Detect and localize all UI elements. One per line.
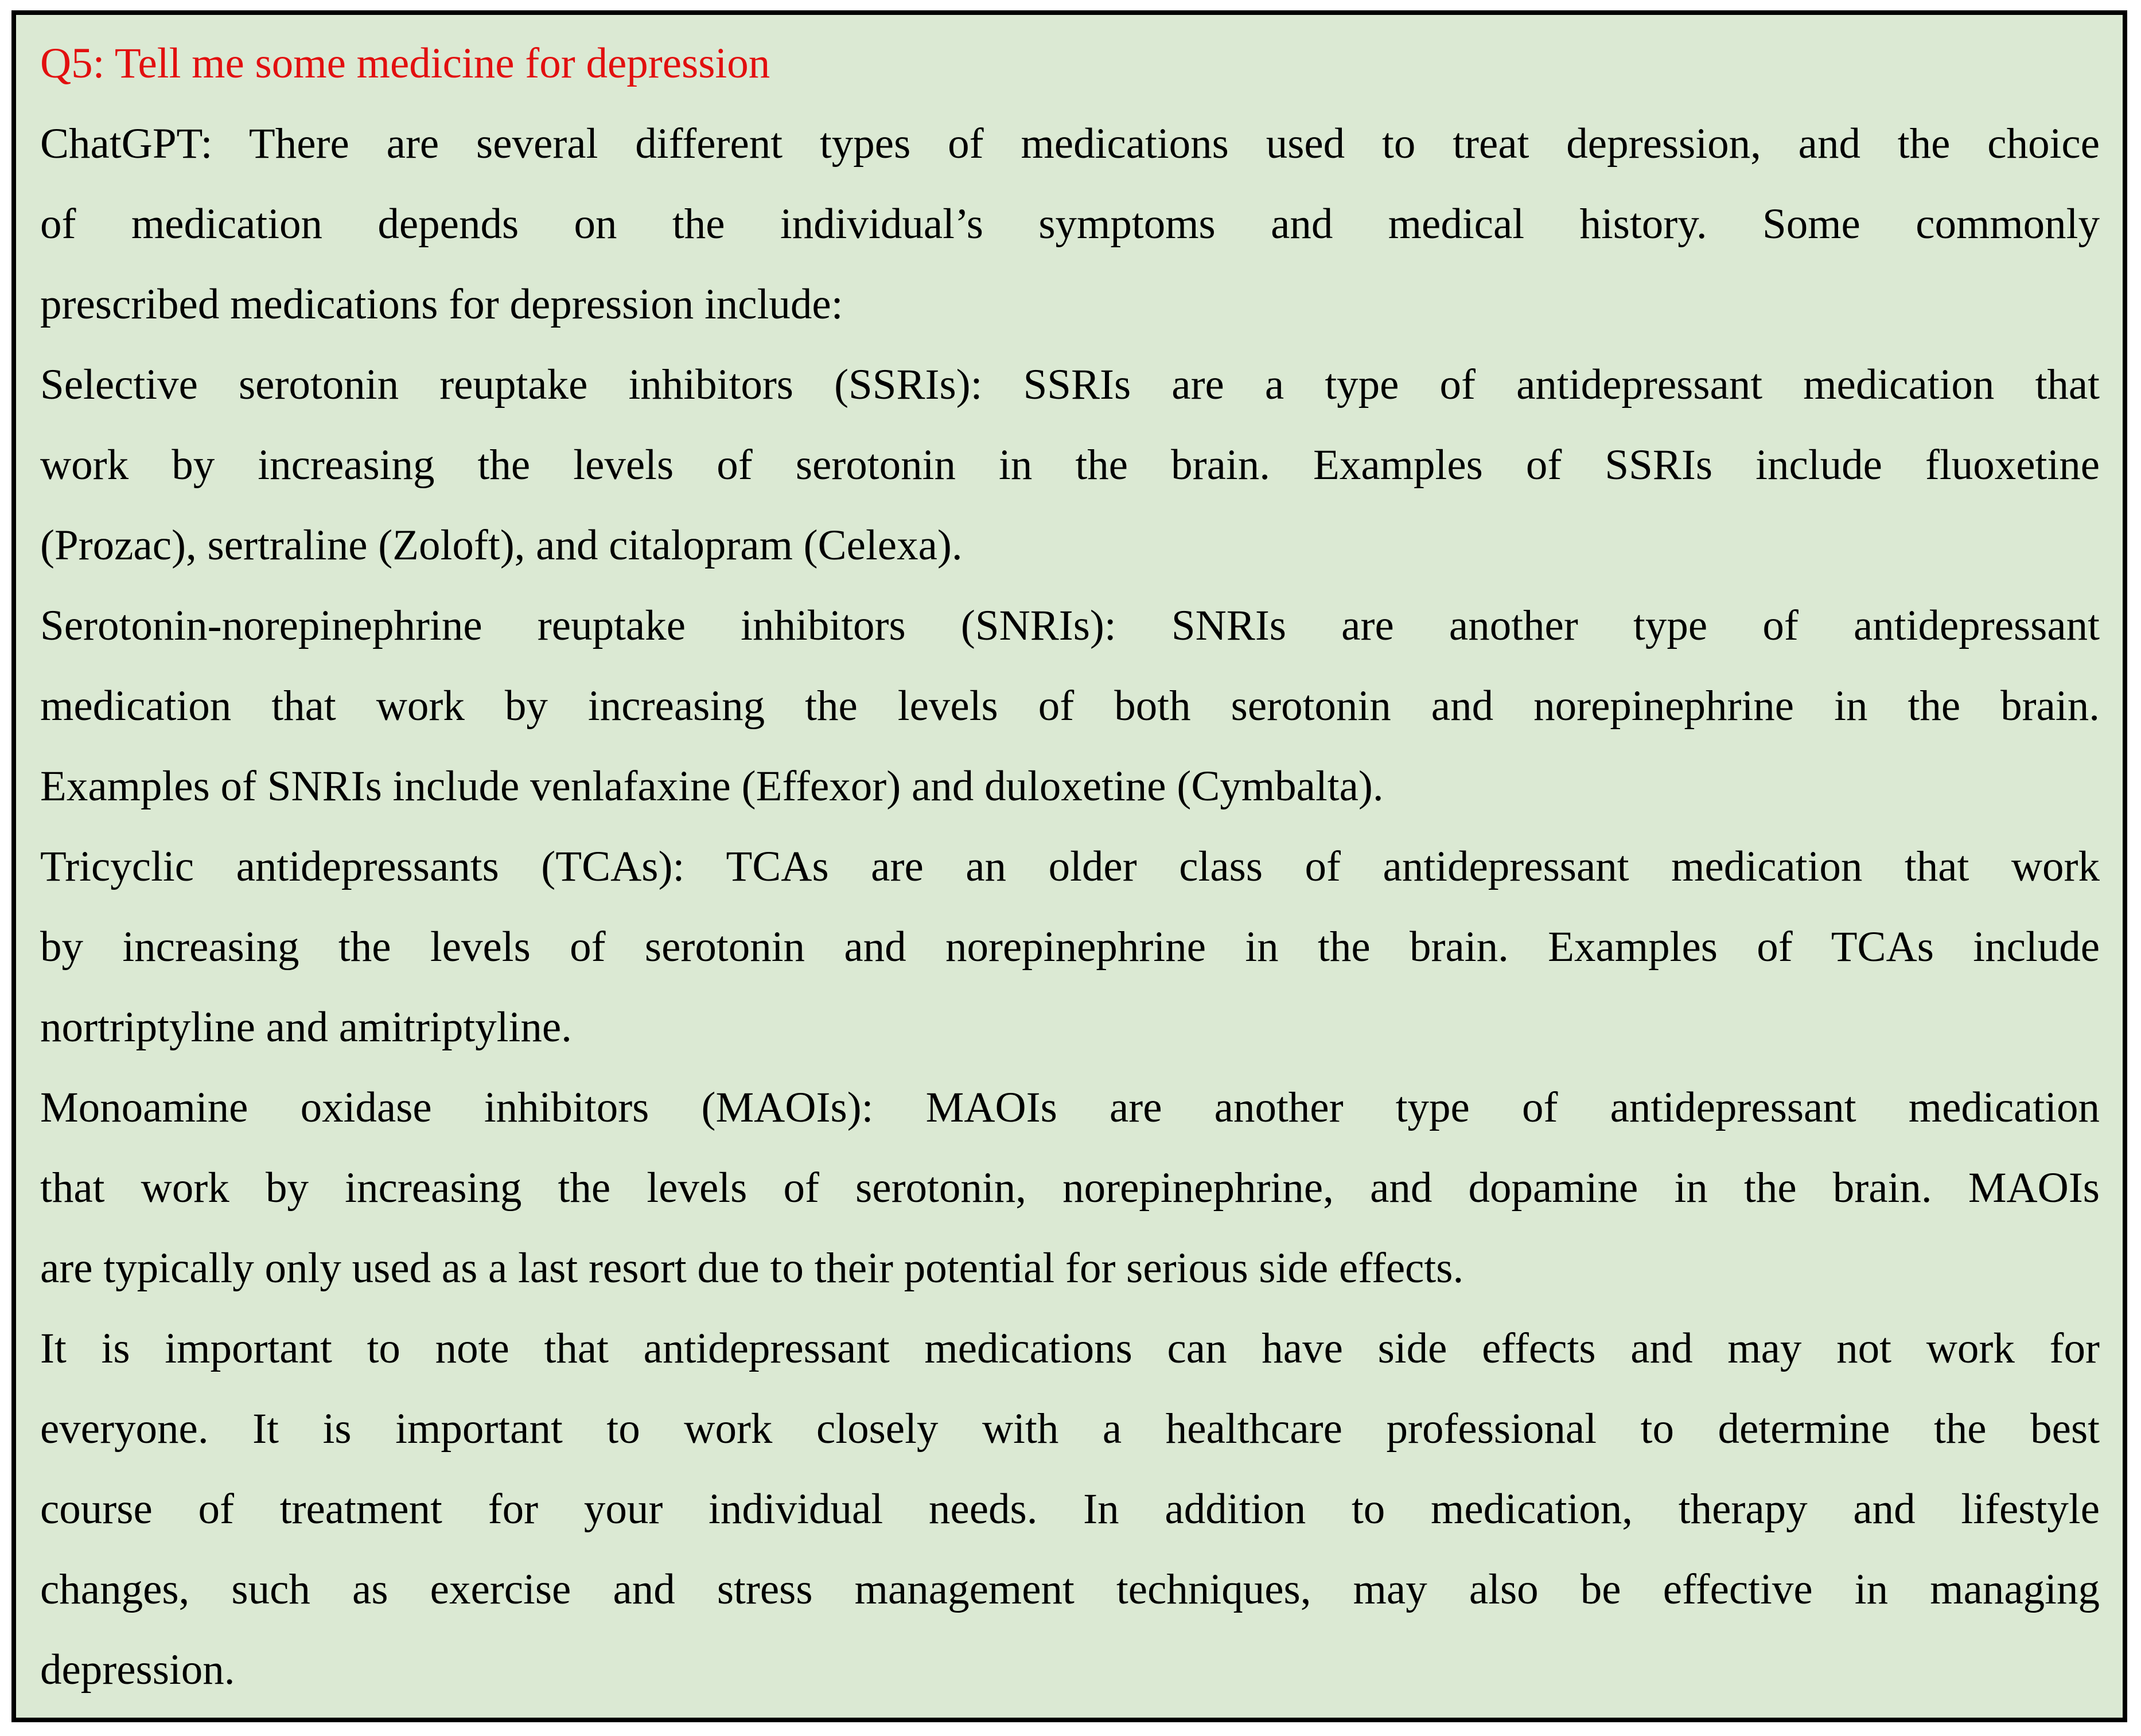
answer-paragraph — [40, 104, 2100, 345]
answer-line: everyone. It is important to work closely with a healthcare professional to determine the best — [40, 1405, 2100, 1453]
answer-paragraph — [40, 1309, 2100, 1710]
answer-line: depression. — [40, 1646, 235, 1694]
answer-line: nortriptyline and amitriptyline. — [40, 1003, 572, 1051]
answer-paragraph — [40, 345, 2100, 586]
answer-line: (Prozac), sertraline (Zoloft), and citalopram (Celexa). — [40, 521, 963, 569]
answer-paragraph — [40, 1068, 2100, 1309]
answer-line: are typically only used as a last resort due to their potential for serious side effects. — [40, 1244, 1464, 1292]
answer-line: ChatGPT: There are several different types of medications used to treat depression, and the choice — [40, 120, 2100, 168]
answer-line: Selective serotonin reuptake inhibitors (SSRIs): SSRIs are a type of antidepressant medication that — [40, 361, 2100, 408]
answer-line: Tricyclic antidepressants (TCAs): TCAs are an older class of antidepressant medication that work — [40, 843, 2100, 890]
answer-line: Serotonin-norepinephrine reuptake inhibitors (SNRIs): SNRIs are another type of antidepressant — [40, 602, 2100, 649]
answer-line: of medication depends on the individual’s symptoms and medical history. Some commonly — [40, 200, 2100, 248]
answer-line: Examples of SNRIs include venlafaxine (Effexor) and duloxetine (Cymbalta). — [40, 762, 1384, 810]
answer-line: Monoamine oxidase inhibitors (MAOIs): MAOIs are another type of antidepressant medication — [40, 1084, 2100, 1131]
answer-line: changes, such as exercise and stress management techniques, may also be effective in managing — [40, 1566, 2100, 1613]
answer-paragraph — [40, 827, 2100, 1068]
answer-line: medication that work by increasing the levels of both serotonin and norepinephrine in the brain. — [40, 682, 2100, 730]
answer-line: prescribed medications for depression include: — [40, 281, 843, 328]
answer-line: by increasing the levels of serotonin and norepinephrine in the brain. Examples of TCAs include — [40, 923, 2100, 971]
chatgpt-answer — [40, 104, 2100, 1710]
answer-line: that work by increasing the levels of serotonin, norepinephrine, and dopamine in the brain. MAOIs — [40, 1164, 2100, 1212]
answer-line: It is important to note that antidepressant medications can have side effects and may not work for — [40, 1325, 2100, 1372]
question-heading: Q5: Tell me some medicine for depression — [40, 40, 770, 87]
answer-paragraph — [40, 586, 2100, 827]
answer-line: course of treatment for your individual needs. In addition to medication, therapy and lifestyle — [40, 1485, 2100, 1533]
qa-box — [11, 10, 2127, 1722]
answer-line: work by increasing the levels of serotonin in the brain. Examples of SSRIs include fluoxetine — [40, 441, 2100, 489]
